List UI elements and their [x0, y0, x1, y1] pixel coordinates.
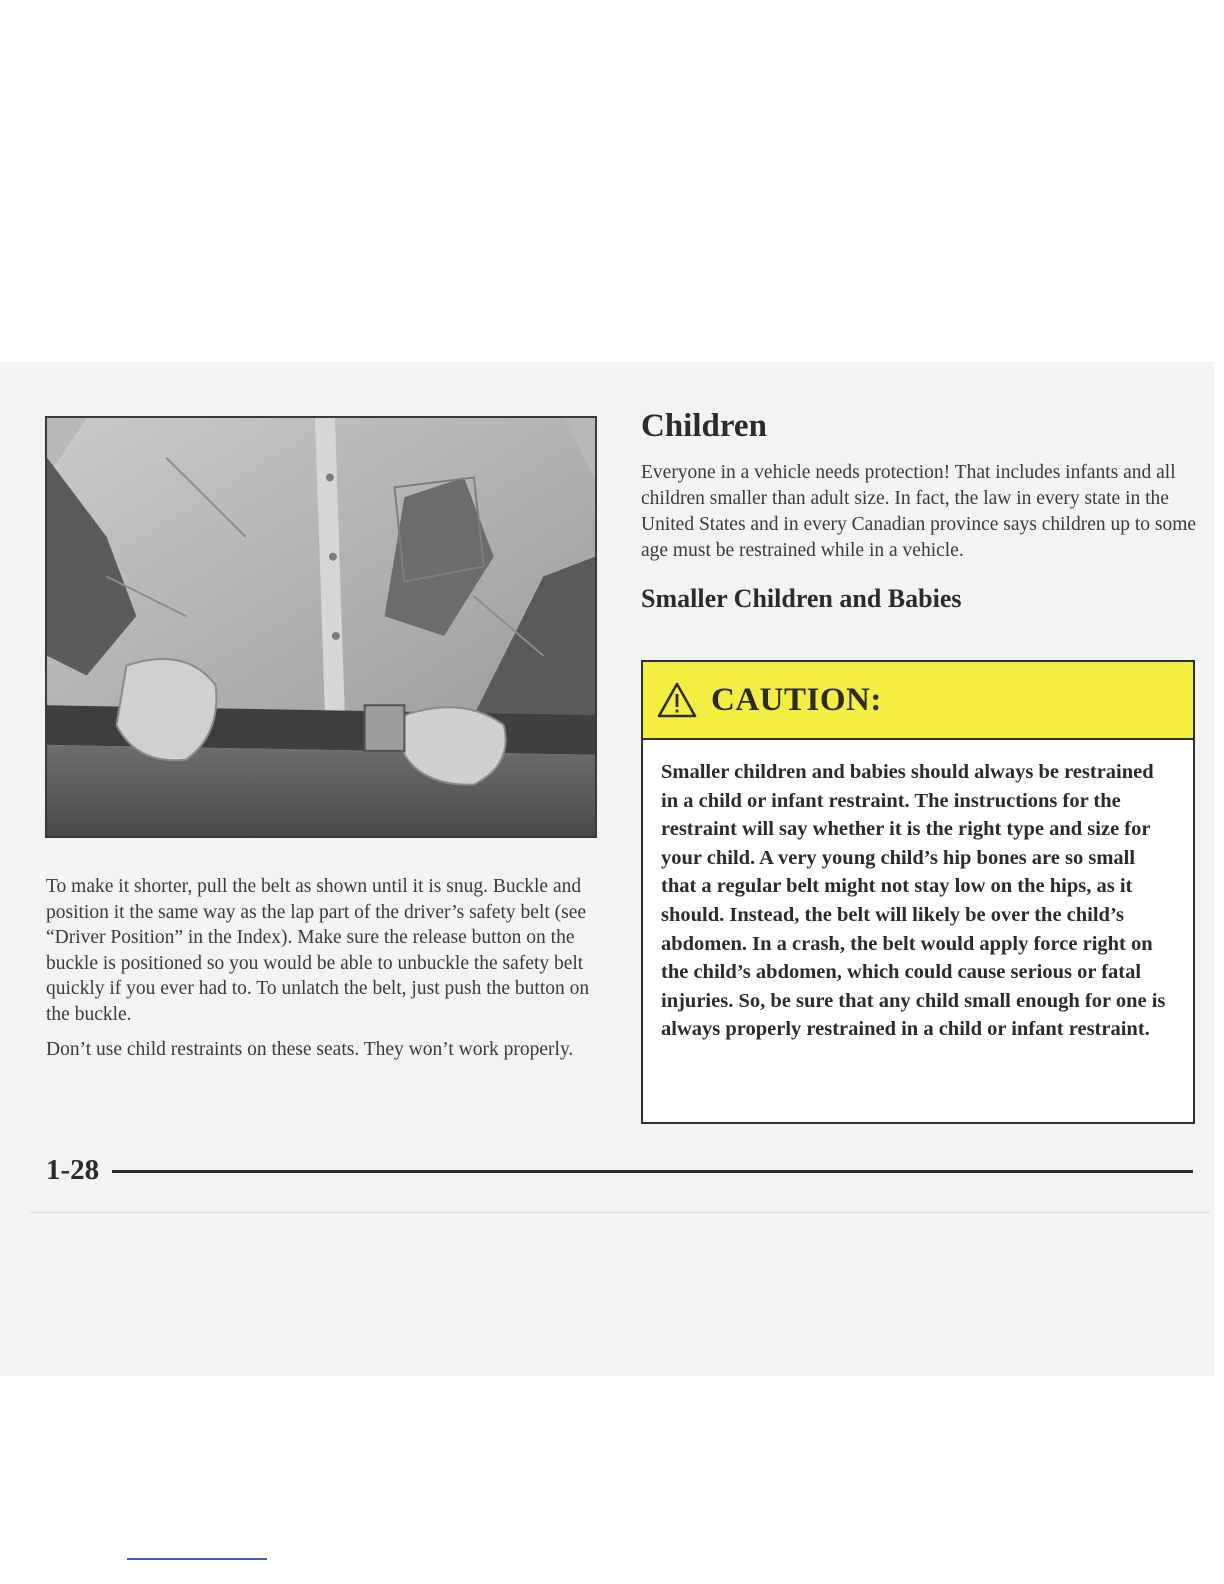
caution-title: CAUTION: — [711, 681, 882, 718]
belt-adjust-paragraph: To make it shorter, pull the belt as shown until it is snug. Buckle and position it the same way as the lap part of the driver’s safety belt (see “Driver Position” in the Index). Make sure the release button on the buckle is positioned so you would be able to unbuckle the safety belt quickly if you ever had to. To unlatch the belt, just push the button on the buckle. — [46, 876, 590, 1025]
section-intro: Everyone in a vehicle needs protection! That includes infants and all children smaller than adult size. In fact, the law in every state in the United States and in every Canadian province says children up to some age must be restrained while in a vehicle. — [641, 462, 1197, 561]
left-column-text — [46, 874, 606, 1073]
section-heading: Children — [641, 408, 767, 444]
bottom-underline — [127, 1558, 267, 1560]
scan-edge-line — [30, 1212, 1210, 1213]
footer-rule — [112, 1170, 1193, 1173]
caution-header — [643, 662, 1193, 740]
warning-triangle-icon — [657, 682, 697, 718]
seat-belt-photo — [45, 416, 597, 838]
caution-box — [641, 660, 1195, 1124]
seat-belt-illustration — [47, 418, 595, 836]
page-number: 1-28 — [46, 1154, 100, 1186]
subsection-heading: Smaller Children and Babies — [641, 584, 962, 613]
right-column — [641, 404, 1197, 616]
caution-body: Smaller children and babies should always be restrained in a child or infant restraint. The instructions for the restraint will say whether it is the right type and size for your child. A very young child’s hip bones are so small that a regular belt might not stay low on the hips, as it should. Instead, the belt will likely be over the child’s abdomen. In a crash, the belt would apply force right on the child’s abdomen, which could cause serious or fatal injuries. So, be sure that any child small enough for one is always properly restrained in a child or infant restraint. — [661, 761, 1166, 1041]
child-restraint-note: Don’t use child restraints on these seats. They won’t work properly. — [46, 1039, 574, 1060]
